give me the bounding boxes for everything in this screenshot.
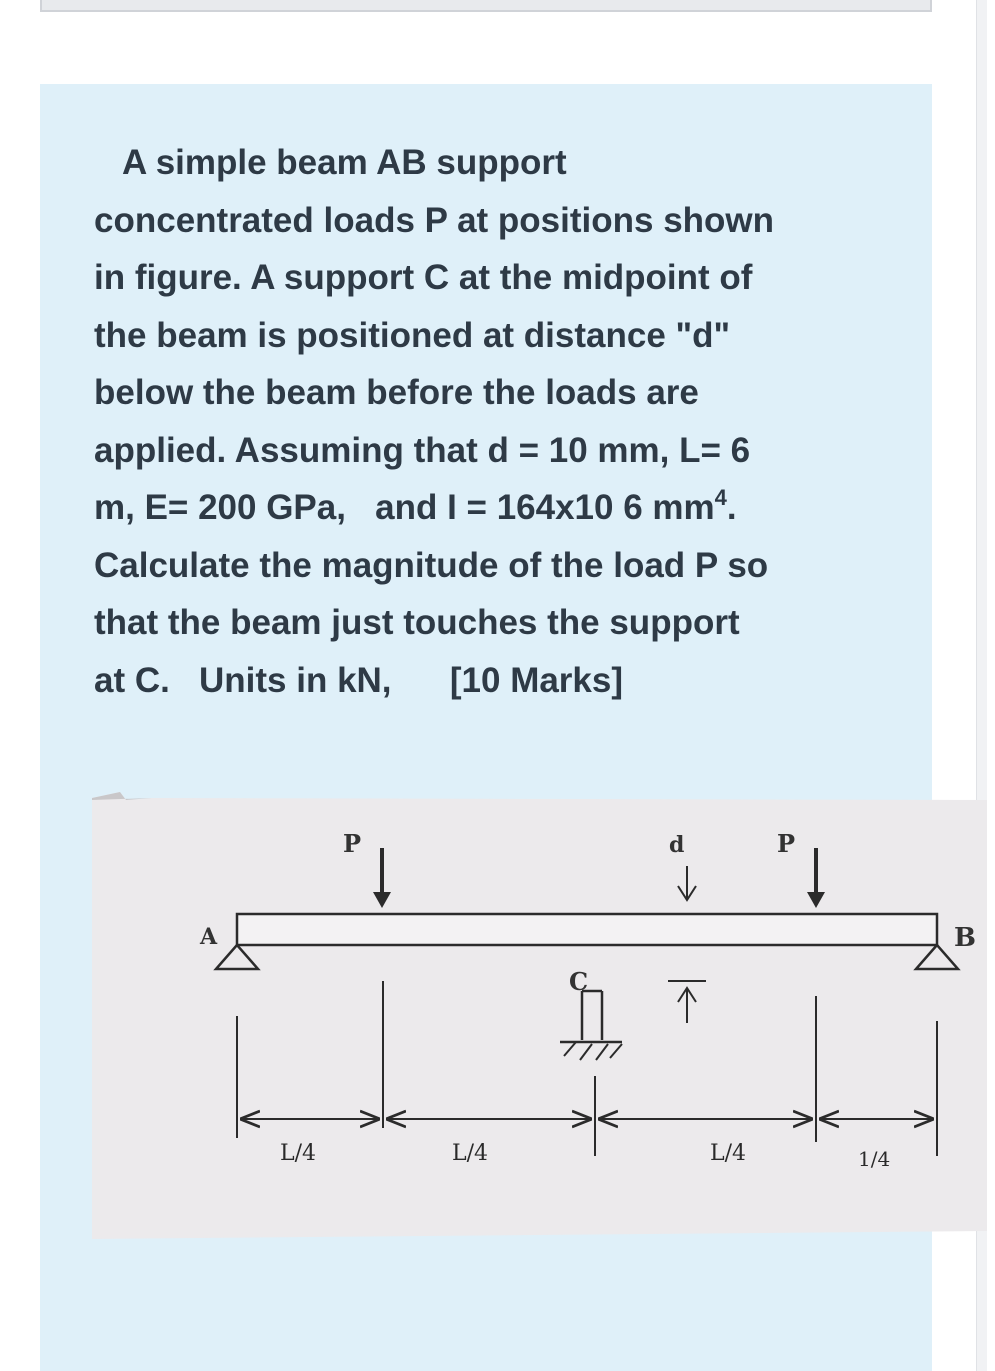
dim-label-2: L/4: [452, 1141, 489, 1166]
question-line-7: [94, 479, 884, 537]
question-line-5: below the beam before the loads are: [94, 373, 699, 412]
exponent-suffix: .: [726, 488, 737, 527]
beam-figure: [92, 786, 987, 1239]
dim-label-4: 1/4: [858, 1147, 891, 1171]
question-text: [94, 134, 884, 709]
top-panel-edge: [40, 0, 932, 12]
dim-label-3: L/4: [710, 1141, 747, 1166]
question-line-1: A simple beam AB support: [122, 143, 567, 182]
load-p-right-label: P: [777, 829, 796, 858]
question-line-10: at C. Units in kN, [10 Marks]: [94, 660, 624, 700]
figure-paper: [92, 792, 987, 1239]
label-b: B: [954, 923, 976, 953]
beam: [237, 914, 937, 945]
beam-diagram: [92, 786, 987, 1239]
question-line-9: that the beam just touches the support: [94, 603, 740, 642]
exponent: 4: [714, 485, 727, 510]
label-a: A: [200, 924, 218, 950]
label-d: d: [669, 832, 685, 858]
question-line-3: in figure. A support C at the midpoint of: [94, 258, 753, 297]
dim-label-1: L/4: [280, 1141, 317, 1166]
question-line-2: concentrated loads P at positions shown: [94, 200, 775, 240]
question-line-6: applied. Assuming that d = 10 mm, L= 6: [94, 430, 751, 470]
question-line-4: the beam is positioned at distance "d": [94, 315, 731, 355]
question-line-8: Calculate the magnitude of the load P so: [94, 545, 769, 585]
question-line-7-text: m, E= 200 GPa, and I = 164x10 6 mm: [94, 488, 715, 527]
label-c: C: [569, 967, 589, 996]
load-p-left-label: P: [343, 829, 362, 858]
